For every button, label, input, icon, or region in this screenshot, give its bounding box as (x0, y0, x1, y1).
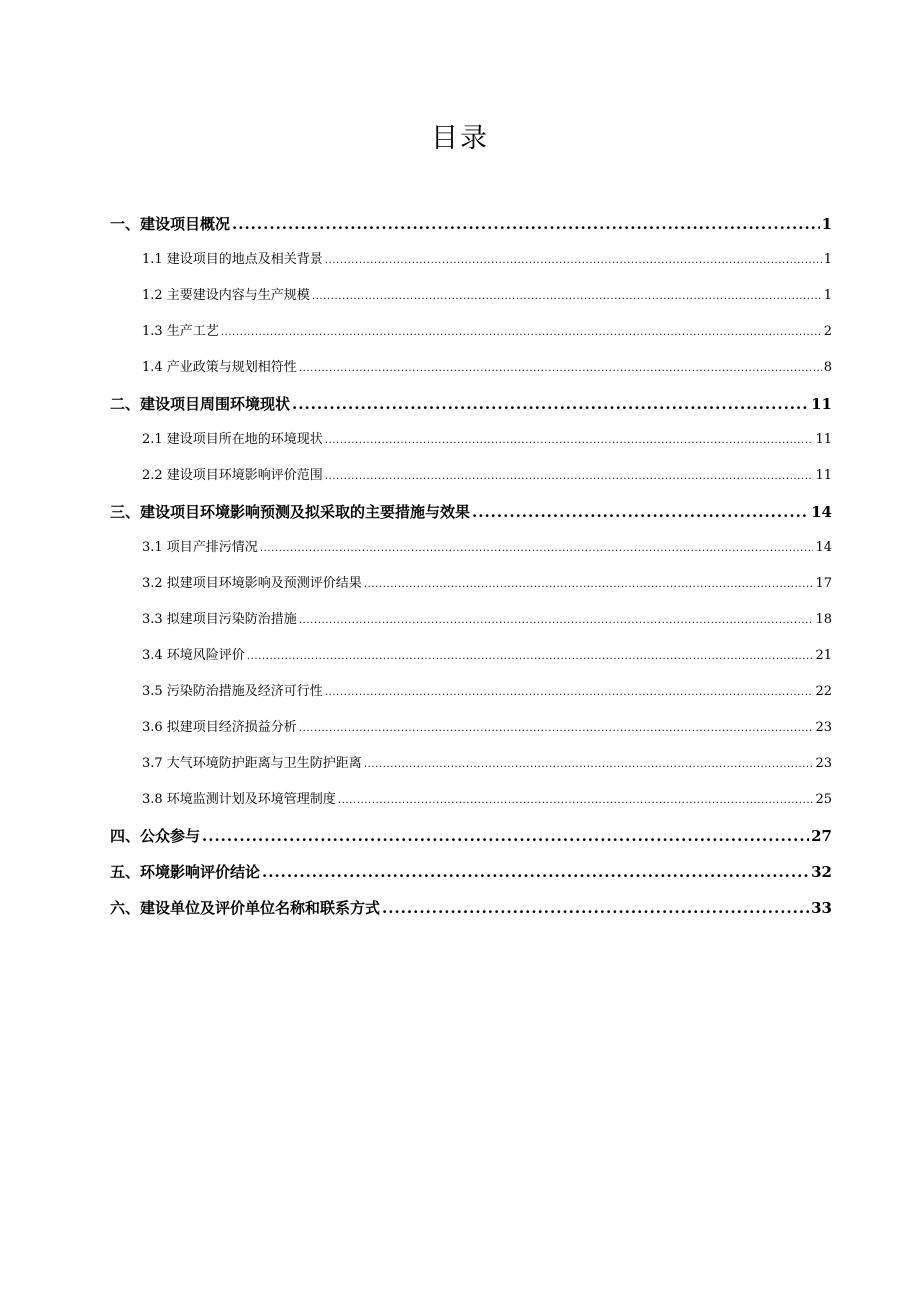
toc-dot-leader (260, 531, 814, 566)
toc-page-number: 11 (815, 468, 832, 483)
toc-entry-label: 五、环境影响评价结论 (110, 863, 261, 881)
toc-page-number: 11 (815, 432, 832, 447)
toc-entry-label: 三、建设项目环境影响预测及拟采取的主要措施与效果 (110, 503, 471, 521)
toc-dot-leader (312, 279, 822, 314)
toc-page-number: 8 (823, 360, 832, 375)
toc-section-entry[interactable] (110, 674, 832, 710)
toc-entry-label: 一、建设项目概况 (110, 215, 231, 233)
toc-page-number: 17 (815, 576, 832, 591)
toc-dot-leader (221, 315, 822, 350)
toc-section-entry[interactable] (110, 350, 832, 386)
toc-page-number: 1 (823, 288, 832, 303)
toc-page-number: 27 (811, 827, 832, 845)
toc-entry-label: 1.3 生产工艺 (142, 324, 219, 339)
toc-section-entry[interactable] (110, 242, 832, 278)
toc-section-entry[interactable] (110, 530, 832, 566)
toc-dot-leader (292, 386, 809, 422)
toc-section-entry[interactable] (110, 746, 832, 782)
toc-entry-label: 六、建设单位及评价单位名称和联系方式 (110, 899, 381, 917)
toc-entry-label: 3.8 环境监测计划及环境管理制度 (142, 792, 336, 807)
toc-entry-label: 3.5 污染防治措施及经济可行性 (142, 684, 323, 699)
toc-entry-label: 3.4 环境风险评价 (142, 648, 245, 663)
toc-section-entry[interactable] (110, 602, 832, 638)
toc-section-entry[interactable] (110, 782, 832, 818)
toc-entry-label: 2.1 建设项目所在地的环境现状 (142, 432, 323, 447)
toc-entry-label: 3.6 拟建项目经济损益分析 (142, 720, 297, 735)
toc-entry-label: 1.1 建设项目的地点及相关背景 (142, 252, 323, 267)
toc-chapter-entry[interactable] (110, 854, 832, 890)
toc-page-number: 2 (823, 324, 832, 339)
toc-entry-label: 1.4 产业政策与规划相符性 (142, 360, 297, 375)
table-of-contents (110, 206, 832, 926)
toc-dot-leader (382, 890, 809, 926)
toc-section-entry[interactable] (110, 566, 832, 602)
toc-entry-label: 1.2 主要建设内容与生产规模 (142, 288, 310, 303)
toc-chapter-entry[interactable] (110, 386, 832, 422)
toc-dot-leader (364, 567, 814, 602)
toc-page-number: 11 (811, 395, 832, 413)
toc-section-entry[interactable] (110, 314, 832, 350)
toc-page-number: 23 (815, 720, 832, 735)
toc-entry-label: 二、建设项目周围环境现状 (110, 395, 291, 413)
toc-entry-label: 3.2 拟建项目环境影响及预测评价结果 (142, 576, 362, 591)
toc-page-number: 33 (811, 899, 832, 917)
toc-chapter-entry[interactable] (110, 494, 832, 530)
toc-section-entry[interactable] (110, 458, 832, 494)
toc-dot-leader (338, 783, 814, 818)
toc-chapter-entry[interactable] (110, 890, 832, 926)
toc-page-number: 21 (815, 648, 832, 663)
toc-entry-label: 3.7 大气环境防护距离与卫生防护距离 (142, 756, 362, 771)
toc-dot-leader (262, 854, 809, 890)
toc-dot-leader (325, 459, 814, 494)
toc-entry-label: 四、公众参与 (110, 827, 201, 845)
toc-dot-leader (299, 603, 814, 638)
toc-dot-leader (364, 747, 814, 782)
toc-section-entry[interactable] (110, 278, 832, 314)
toc-dot-leader (325, 243, 822, 278)
toc-dot-leader (299, 711, 814, 746)
toc-section-entry[interactable] (110, 422, 832, 458)
toc-entry-label: 2.2 建设项目环境影响评价范围 (142, 468, 323, 483)
toc-entry-label: 3.1 项目产排污情况 (142, 540, 258, 555)
toc-entry-label: 3.3 拟建项目污染防治措施 (142, 612, 297, 627)
toc-dot-leader (202, 818, 809, 854)
toc-chapter-entry[interactable] (110, 818, 832, 854)
toc-page-number: 18 (815, 612, 832, 627)
toc-page-number: 1 (821, 215, 832, 233)
toc-page-number: 14 (815, 540, 832, 555)
toc-dot-leader (325, 675, 814, 710)
toc-dot-leader (232, 206, 820, 242)
toc-page-number: 32 (811, 863, 832, 881)
toc-page-number: 14 (811, 503, 832, 521)
toc-page-number: 25 (815, 792, 832, 807)
toc-page-number: 1 (823, 252, 832, 267)
toc-section-entry[interactable] (110, 710, 832, 746)
toc-dot-leader (247, 639, 814, 674)
toc-page-number: 23 (815, 756, 832, 771)
toc-dot-leader (299, 351, 822, 386)
toc-dot-leader (472, 494, 809, 530)
toc-chapter-entry[interactable] (110, 206, 832, 242)
toc-section-entry[interactable] (110, 638, 832, 674)
toc-dot-leader (325, 423, 814, 458)
page-title: 目录 (431, 123, 489, 154)
toc-page-number: 22 (815, 684, 832, 699)
